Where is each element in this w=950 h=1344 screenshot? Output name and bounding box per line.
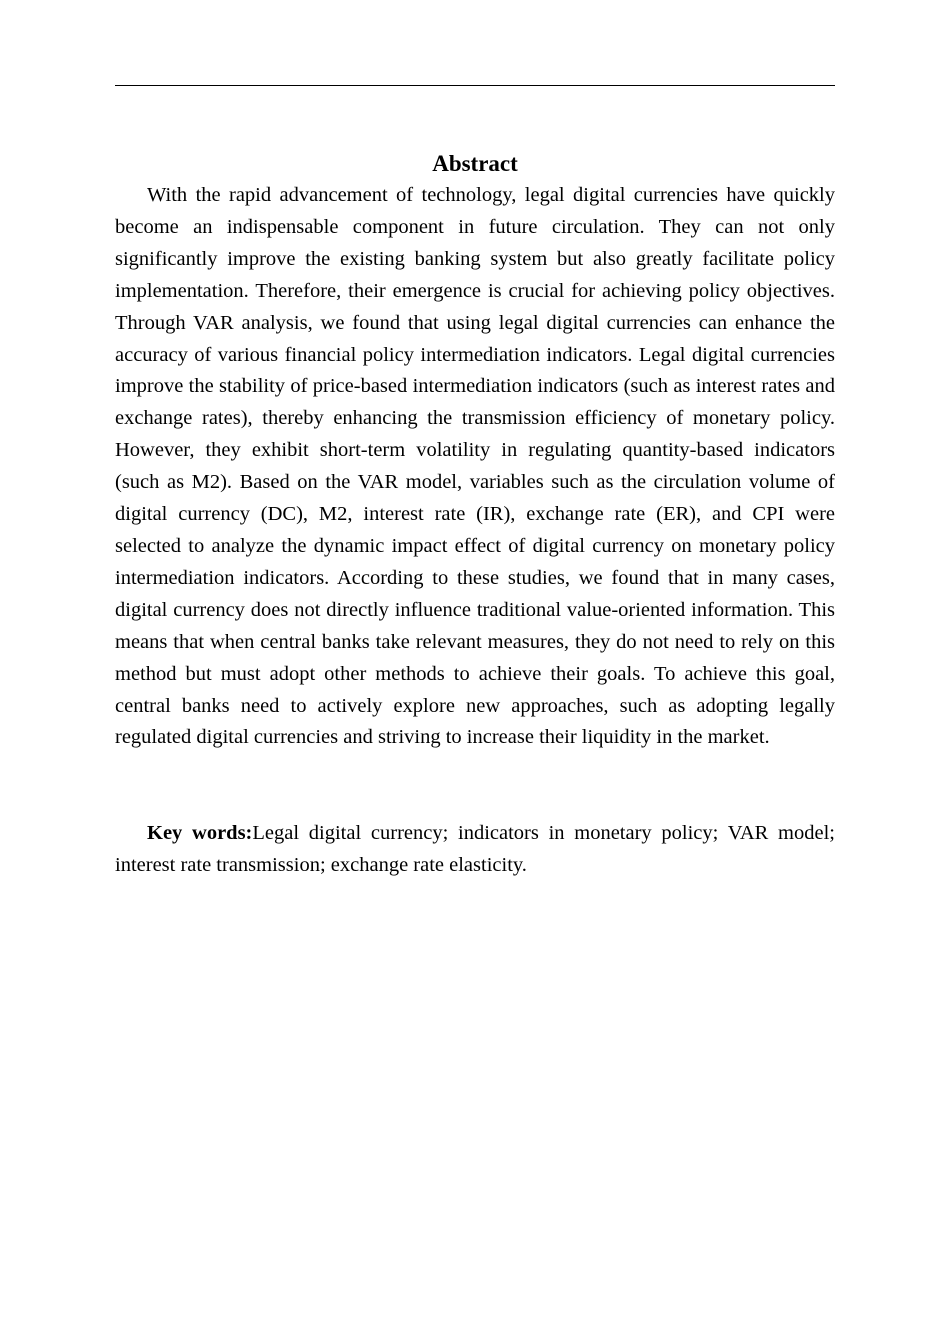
abstract-body: With the rapid advancement of technology, legal digital currencies have quickly become an indispensable component in future circulation. They can not only significantly improve the existing banking system but also greatly facilitate policy implementation. Therefore, their emergence is crucial for achieving policy objectives. Through VAR analysis, we found that using legal digital currencies can enhance the accuracy of various financial policy intermediation indicators. Legal digital currencies improve the stability of price-based intermediation indicators (such as interest rates and exchange rates), thereby enhancing the transmission efficiency of monetary policy. However, they exhibit short-term volatility in regulating quantity-based indicators (such as M2). Based on the VAR model, variables such as the circulation volume of digital currency (DC), M2, interest rate (IR), exchange rate (ER), and CPI were selected to analyze the dynamic impact effect of digital currency on monetary policy intermediation indicators. According to these studies, we found that in many cases, digital currency does not directly influence traditional value-oriented information. This means that when central banks take relevant measures, they do not need to rely on this method but must adopt other methods to achieve their goals. To achieve this goal, central banks need to actively explore new approaches, such as adopting legally regulated digital currencies and striving to increase their liquidity in the market. [115,184,835,749]
keywords-label: Key words: [147,822,253,844]
header-rule [115,85,835,86]
keywords-text: Legal digital currency; indicators in monetary policy; VAR model; interest rate transmission; exchange rate elasticity. [115,822,835,876]
abstract-title: Abstract [432,151,518,176]
keywords-paragraph [115,818,835,882]
